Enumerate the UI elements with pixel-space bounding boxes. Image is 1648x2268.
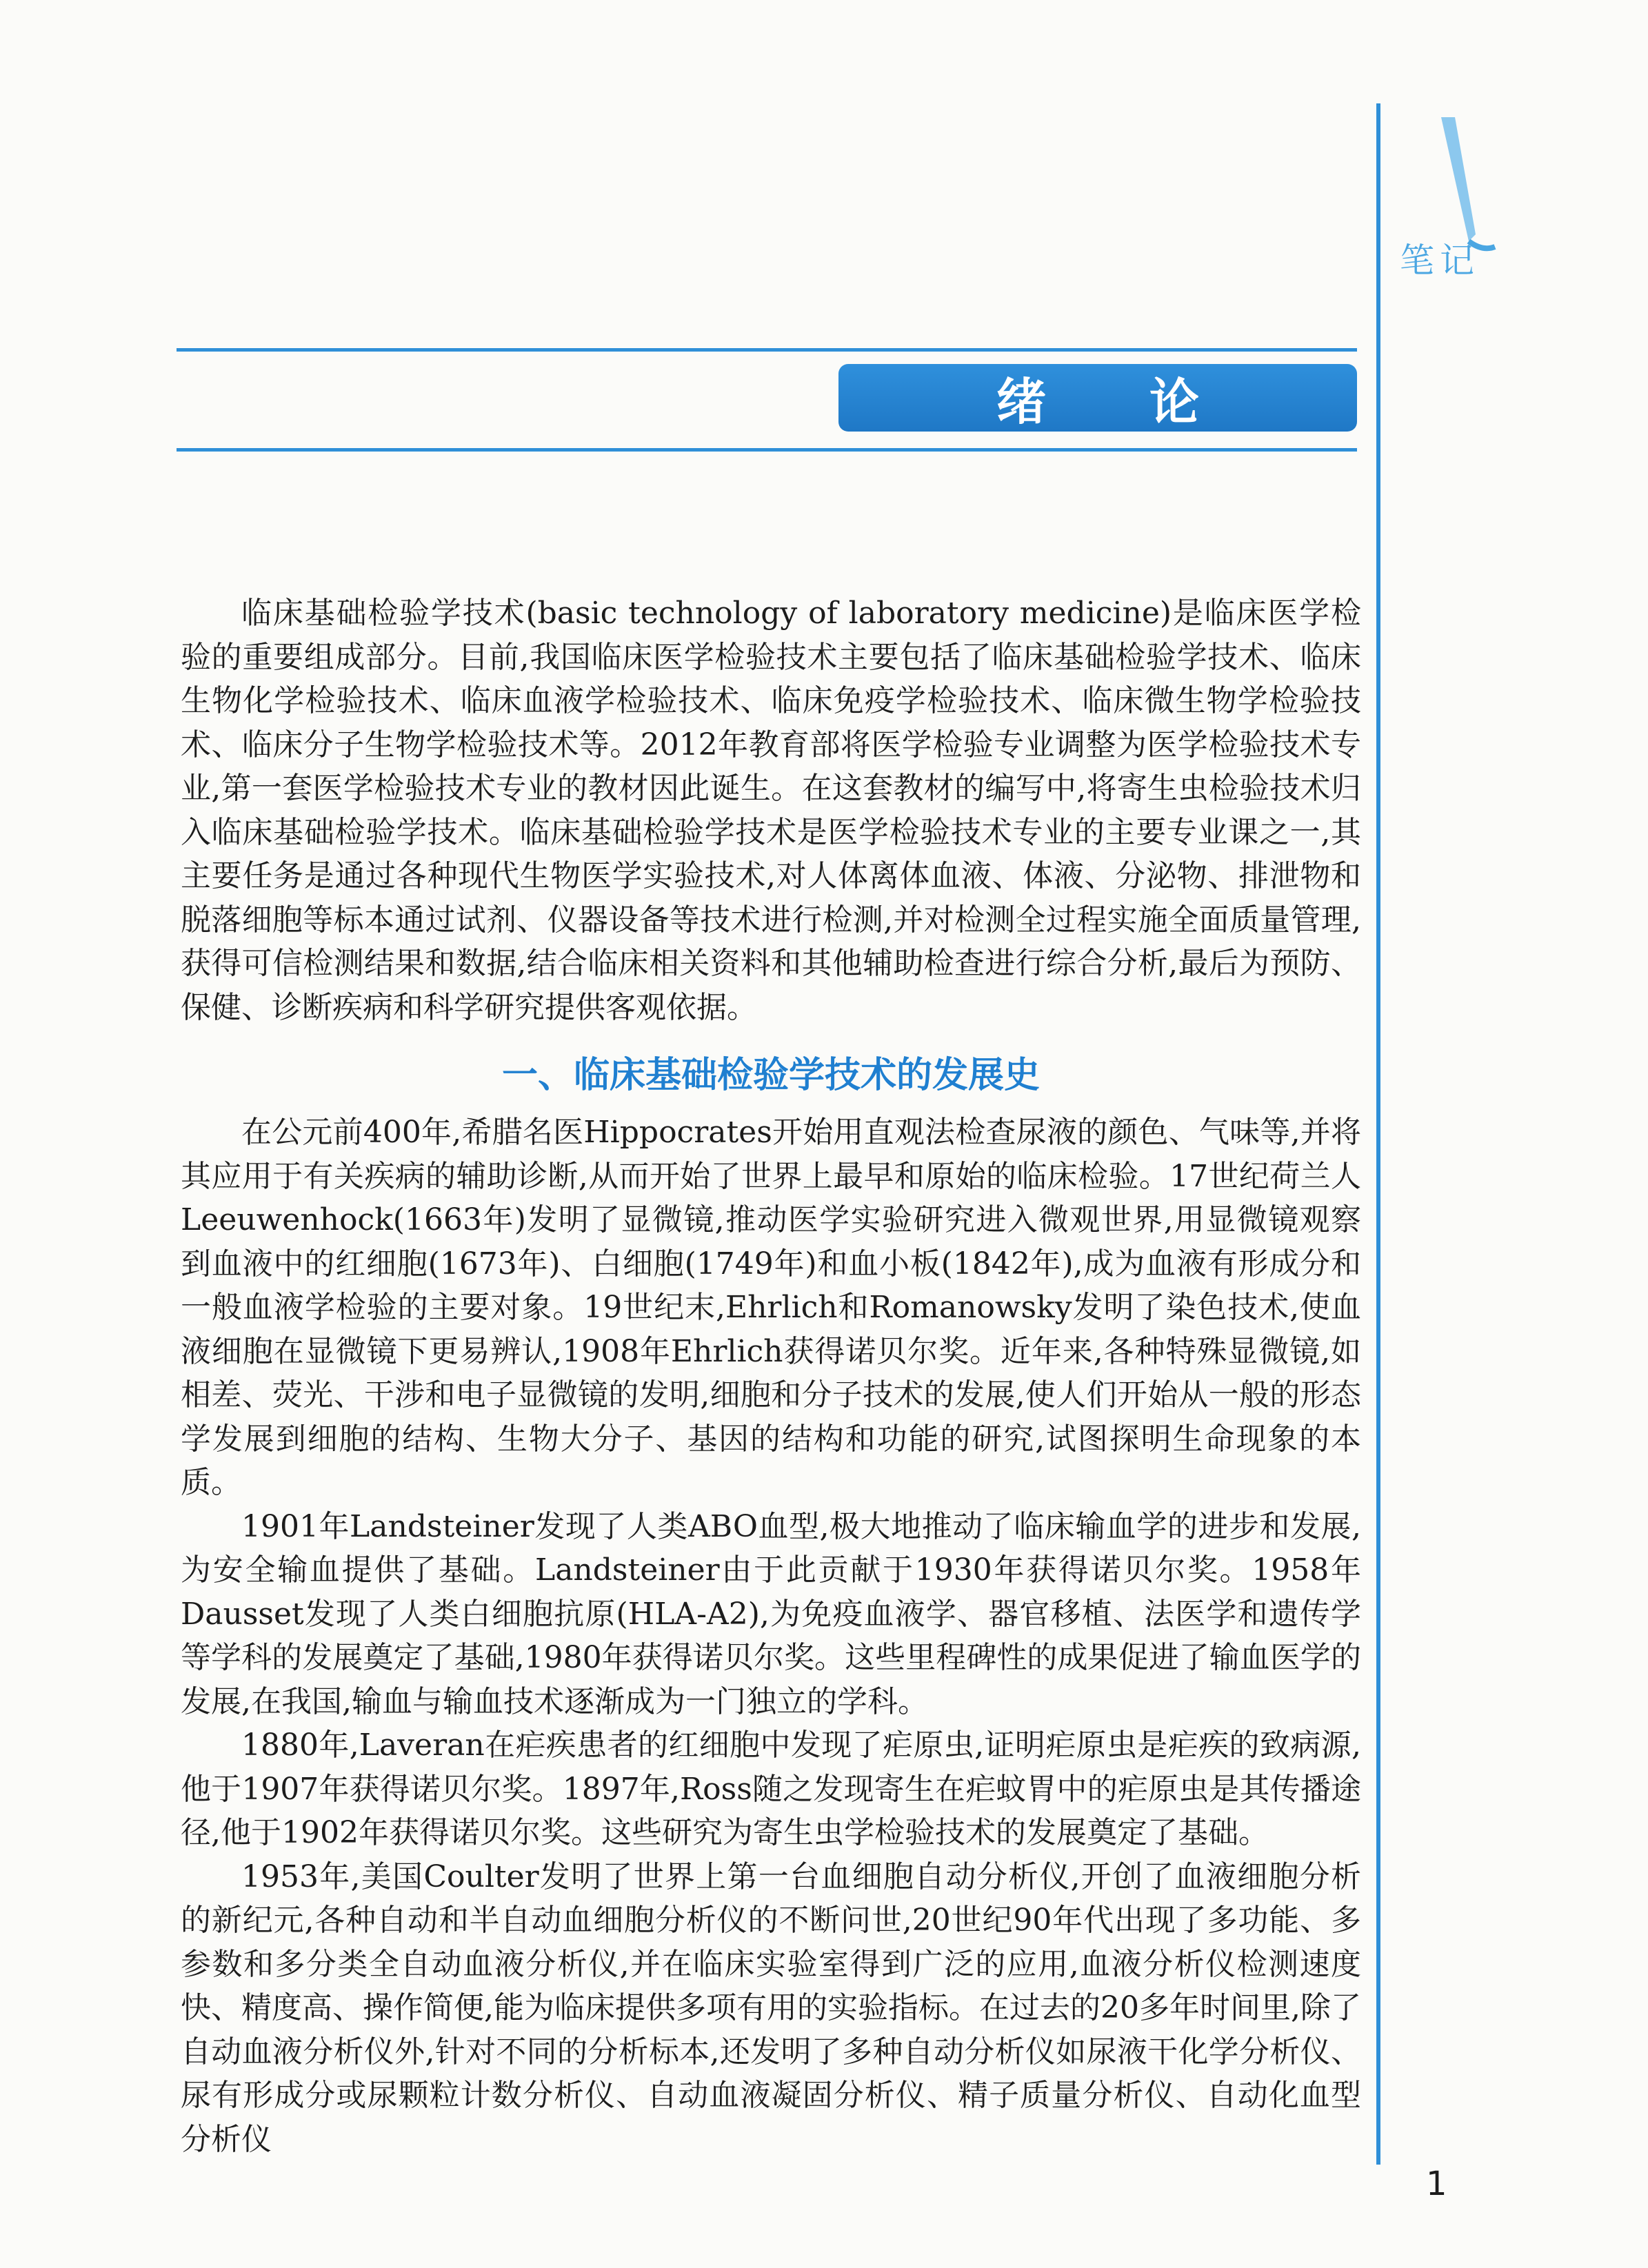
body-paragraph-4: 1953年,美国Coulter发明了世界上第一台血细胞自动分析仪,开创了血液细胞分析的新纪元,各种自动和半自动血细胞分析仪的不断问世,20世纪90年代出现了多功能、多参数和多分类全自动血液分析仪,并在临床实验室得到广泛的应用,血液分析仪检测速度快、精度高、操作简便,能为临床提供多项有用的实验指标。在过去的20多年时间里,除了自动血液分析仪外,针对不同的分析标本,还发明了多种自动分析仪如尿液干化学分析仪、尿有形成分或尿颗粒计数分析仪、自动血液凝固分析仪、精子质量分析仪、自动化血型分析仪 bbox=[181, 1859, 1361, 2157]
header-top-rule bbox=[177, 348, 1357, 352]
main-content bbox=[181, 591, 1361, 2161]
body-paragraph-3: 1880年,Laveran在疟疾患者的红细胞中发现了疟原虫,证明疟原虫是疟疾的致病源,他于1907年获得诺贝尔奖。1897年,Ross随之发现寄生在疟蚊胃中的疟原虫是其传播途径,他于1902年获得诺贝尔奖。这些研究为寄生虫学检验技术的发展奠定了基础。 bbox=[181, 1728, 1361, 1850]
body-paragraph-2: 1901年Landsteiner发现了人类ABO血型,极大地推动了临床输血学的进步和发展,为安全输血提供了基础。Landsteiner由于此贡献于1930年获得诺贝尔奖。1958年Dausset发现了人类白细胞抗原(HLA-A2),为免疫血液学、器官移植、法医学和遗传学等学科的发展奠定了基础,1980年获得诺贝尔奖。这些里程碑性的成果促进了输血医学的发展,在我国,输血与输血技术逐渐成为一门独立的学科。 bbox=[181, 1508, 1361, 1719]
header-bottom-rule bbox=[177, 448, 1357, 452]
notes-label: 笔记 bbox=[1400, 241, 1480, 281]
body-paragraph-1: 在公元前400年,希腊名医Hippocrates开始用直观法检查尿液的颜色、气味等,并将其应用于有关疾病的辅助诊断,从而开始了世界上最早和原始的临床检验。17世纪荷兰人Leeuwenhock(1663年)发明了显微镜,推动医学实验研究进入微观世界,用显微镜观察到血液中的红细胞(1673年)、白细胞(1749年)和血小板(1842年),成为血液有形成分和一般血液学检验的主要对象。19世纪末,Ehrlich和Romanowsky发明了染色技术,使血液细胞在显微镜下更易辨认,1908年Ehrlich获得诺贝尔奖。近年来,各种特殊显微镜,如相差、荧光、干涉和电子显微镜的发明,细胞和分子技术的发展,使人们开始从一般的形态学发展到细胞的结构、生物大分子、基因的结构和功能的研究,试图探明生命现象的本质。 bbox=[181, 1115, 1361, 1500]
section-heading: 一、临床基础检验学技术的发展史 bbox=[501, 1054, 1040, 1096]
page-number: 1 bbox=[1426, 2165, 1447, 2203]
chapter-title-banner bbox=[838, 364, 1357, 432]
margin-rule bbox=[1376, 103, 1380, 2165]
chapter-title: 绪论 bbox=[996, 372, 1303, 431]
intro-paragraph: 临床基础检验学技术(basic technology of laboratory medicine)是临床医学检验的重要组成部分。目前,我国临床医学检验技术主要包括了临床基础检验学技术、临床生物化学检验技术、临床血液学检验技术、临床免疫学检验技术、临床微生物学检验技术、临床分子生物学检验技术等。2012年教育部将医学检验专业调整为医学检验技术专业,第一套医学检验技术专业的教材因此诞生。在这套教材的编写中,将寄生虫检验技术归入临床基础检验学技术。临床基础检验学技术是医学检验技术专业的主要专业课之一,其主要任务是通过各种现代生物医学实验技术,对人体离体血液、体液、分泌物、排泄物和脱落细胞等标本通过试剂、仪器设备等技术进行检测,并对检测全过程实施全面质量管理,获得可信检测结果和数据,结合临床相关资料和其他辅助检查进行综合分析,最后为预防、保健、诊断疾病和科学研究提供客观依据。 bbox=[181, 596, 1361, 1025]
